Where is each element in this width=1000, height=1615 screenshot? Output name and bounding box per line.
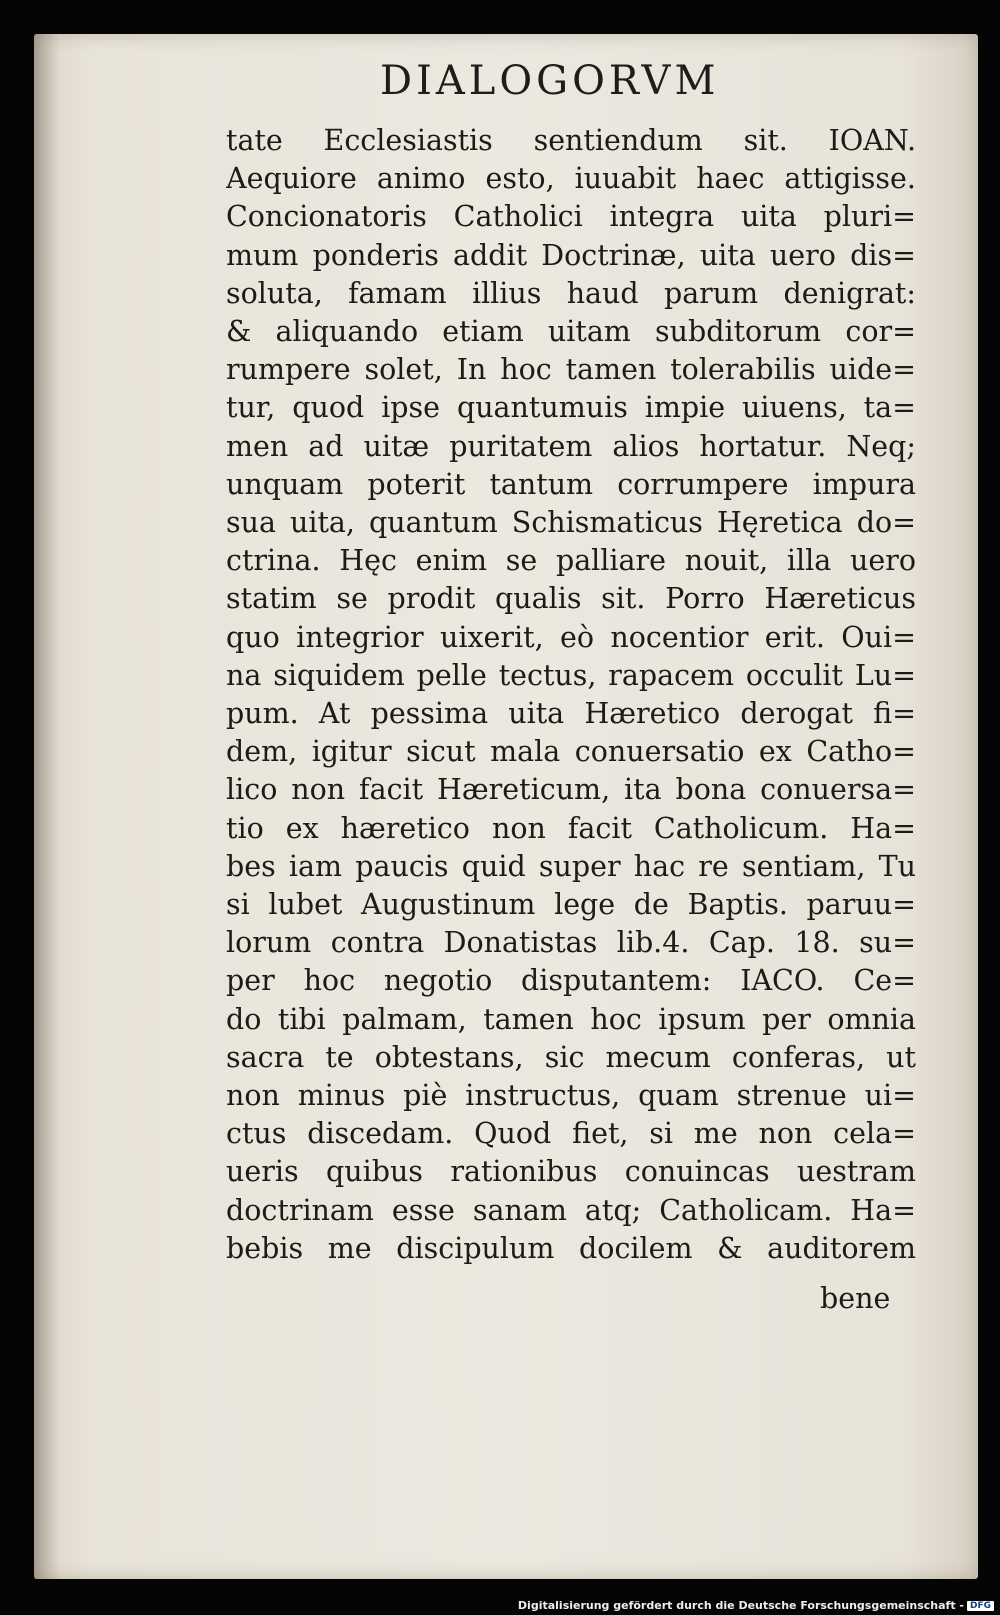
- text-line: bebis me discipulum docilem & auditorem: [226, 1231, 916, 1265]
- text-line: unquam poterit tantum corrumpere impura: [226, 467, 916, 501]
- text-line: sua uita, quantum Schismaticus Hęretica do=: [226, 506, 916, 540]
- text-line: mum ponderis addit Doctrinæ, uita uero dis=: [226, 238, 916, 272]
- text-line: tio ex hæretico non facit Catholicum. Ha=: [226, 811, 916, 845]
- text-line: bes iam paucis quid super hac re sentiam, Tu: [226, 849, 916, 883]
- text-line: lorum contra Donatistas lib.4. Cap. 18. su=: [226, 926, 916, 960]
- text-line: lico non facit Hæreticum, ita bona conuersa=: [226, 773, 916, 807]
- text-line: Concionatoris Catholici integra uita pluri=: [226, 200, 916, 234]
- dfg-logo: DFG: [967, 1601, 994, 1611]
- catchword: bene: [820, 1282, 891, 1315]
- text-line: tate Ecclesiastis sentiendum sit. IOAN.: [226, 124, 916, 157]
- text-line: ctus discedam. Quod fiet, si me non cela=: [226, 1117, 916, 1151]
- text-line: ctrina. Hęc enim se palliare nouit, illa uero: [226, 544, 916, 578]
- text-line: soluta, famam illius haud parum denigrat:: [226, 276, 916, 310]
- text-line: na siquidem pelle tectus, rapacem occulit Lu=: [226, 658, 916, 692]
- text-line: si lubet Augustinum lege de Baptis. paruu=: [226, 888, 916, 922]
- text-line: rumpere solet, In hoc tamen tolerabilis uide=: [226, 353, 916, 387]
- text-line: pum. At pessima uita Hæretico derogat fi=: [226, 697, 916, 731]
- text-line: men ad uitæ puritatem alios hortatur. Neq;: [226, 429, 916, 463]
- text-line: Aequiore animo esto, iuuabit haec attigisse.: [226, 162, 916, 196]
- text-line: doctrinam esse sanam atq; Catholicam. Ha=: [226, 1193, 916, 1227]
- text-line: sacra te obtestans, sic mecum conferas, ut: [226, 1040, 916, 1074]
- text-line: ueris quibus rationibus conuincas uestram: [226, 1155, 916, 1189]
- spine-shadow: [34, 34, 60, 1579]
- text-line: per hoc negotio disputantem: IACO. Ce=: [226, 964, 916, 998]
- text-line: do tibi palmam, tamen hoc ipsum per omnia: [226, 1002, 916, 1036]
- digitization-credit: [518, 1599, 994, 1612]
- text-line: tur, quod ipse quantumuis impie uiuens, ta=: [226, 391, 916, 425]
- text-line: & aliquando etiam uitam subditorum cor=: [226, 315, 916, 349]
- credit-text: Digitalisierung gefördert durch die Deutsche Forschungsgemeinschaft -: [517, 1599, 964, 1612]
- text-line: non minus piè instructus, quam strenue ui=: [226, 1079, 916, 1113]
- text-line: dem, igitur sicut mala conuersatio ex Catho=: [226, 735, 916, 769]
- body-text: [226, 122, 916, 1268]
- text-line: statim se prodit qualis sit. Porro Hæreticus: [226, 582, 916, 616]
- text-line: quo integrior uixerit, eò nocentior erit. Oui=: [226, 620, 916, 654]
- running-title: DIALOGORVM: [380, 58, 720, 104]
